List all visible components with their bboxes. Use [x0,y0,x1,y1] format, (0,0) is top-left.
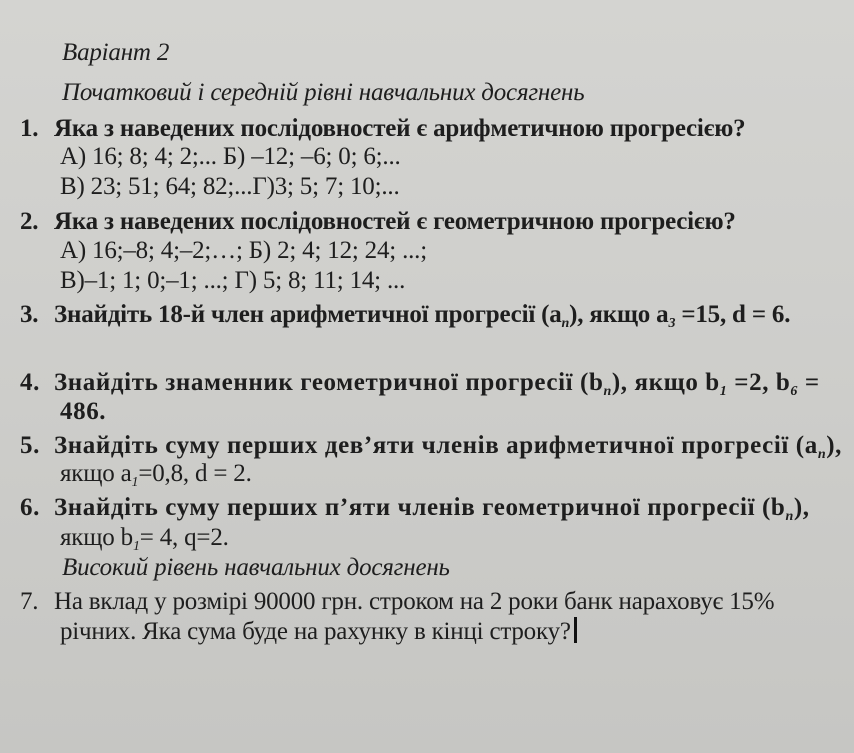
question-2 [20,207,736,237]
question-number: 2. [20,208,39,235]
question-text: якщо a [60,460,132,487]
question-3 [20,300,790,339]
question-number: 4. [20,369,40,396]
question-2-options-b: В)–1; 1; 0;–1; ...; Г) 5; 8; 11; 14; ... [60,267,406,294]
question-7-continuation[interactable] [60,617,577,647]
subscript: 1 [131,475,139,490]
subscript: 3 [668,316,676,331]
question-text: Знайдіть суму перших дев’яти членів арифметичної прогресії (a [54,432,818,459]
question-text: Знайдіть 18-й член арифметичної прогресії (a [54,301,562,328]
question-4 [20,368,820,407]
question-text: ), [826,432,842,459]
question-text: = [798,369,820,396]
question-text: ), якщо a [569,301,669,328]
question-1-options-a: А) 16; 8; 4; 2;... Б) –12; –6; 0; 6;... [60,143,401,170]
question-text: ), якщо b [611,369,720,396]
question-text: Яка з наведених послідовностей є геометричною прогресією? [54,208,736,235]
question-text: якщо b [60,524,133,551]
subscript: 1 [132,539,140,554]
question-text: Знайдіть знаменник геометричної прогресії (b [54,369,604,396]
question-text: ), [793,494,810,521]
question-text: На вклад у розмірі 90000 грн. строком на 2 роки банк нараховує 15% [54,588,775,615]
question-1 [20,114,745,144]
question-text: = 4, q=2. [139,524,229,551]
question-1-options-b: В) 23; 51; 64; 82;...Г)3; 5; 7; 10;... [60,173,400,200]
question-text: Знайдіть суму перших п’яти членів геометричної прогресії (b [54,494,786,521]
subscript: 6 [790,384,799,399]
question-text: =15, d = 6. [675,301,791,328]
text-cursor [574,617,577,643]
question-number: 7. [20,588,39,615]
question-number: 1. [20,115,39,142]
subscript: n [785,509,794,524]
question-text: =2, b [727,369,791,396]
question-7 [20,587,774,617]
subscript: n [817,447,827,462]
question-number: 6. [20,494,40,521]
subscript: n [603,384,612,399]
question-4-continuation: 486. [60,398,107,425]
level-heading-high: Високий рівень навчальних досягнень [62,554,450,581]
variant-title: Варіант 2 [62,39,170,66]
subscript: 1 [719,384,728,399]
question-number: 3. [20,301,39,328]
question-number: 5. [20,432,40,459]
question-text: =0,8, d = 2. [138,460,252,487]
question-2-options-a: А) 16;–8; 4;–2;…; Б) 2; 4; 12; 24; ...; [60,237,427,264]
level-heading-basic: Початковий і середній рівні навчальних досягнень [62,79,585,106]
subscript: n [561,316,570,331]
question-text: річних. Яка сума буде на рахунку в кінці строку? [60,618,571,645]
question-text: Яка з наведених послідовностей є арифметичною прогресією? [54,115,746,142]
